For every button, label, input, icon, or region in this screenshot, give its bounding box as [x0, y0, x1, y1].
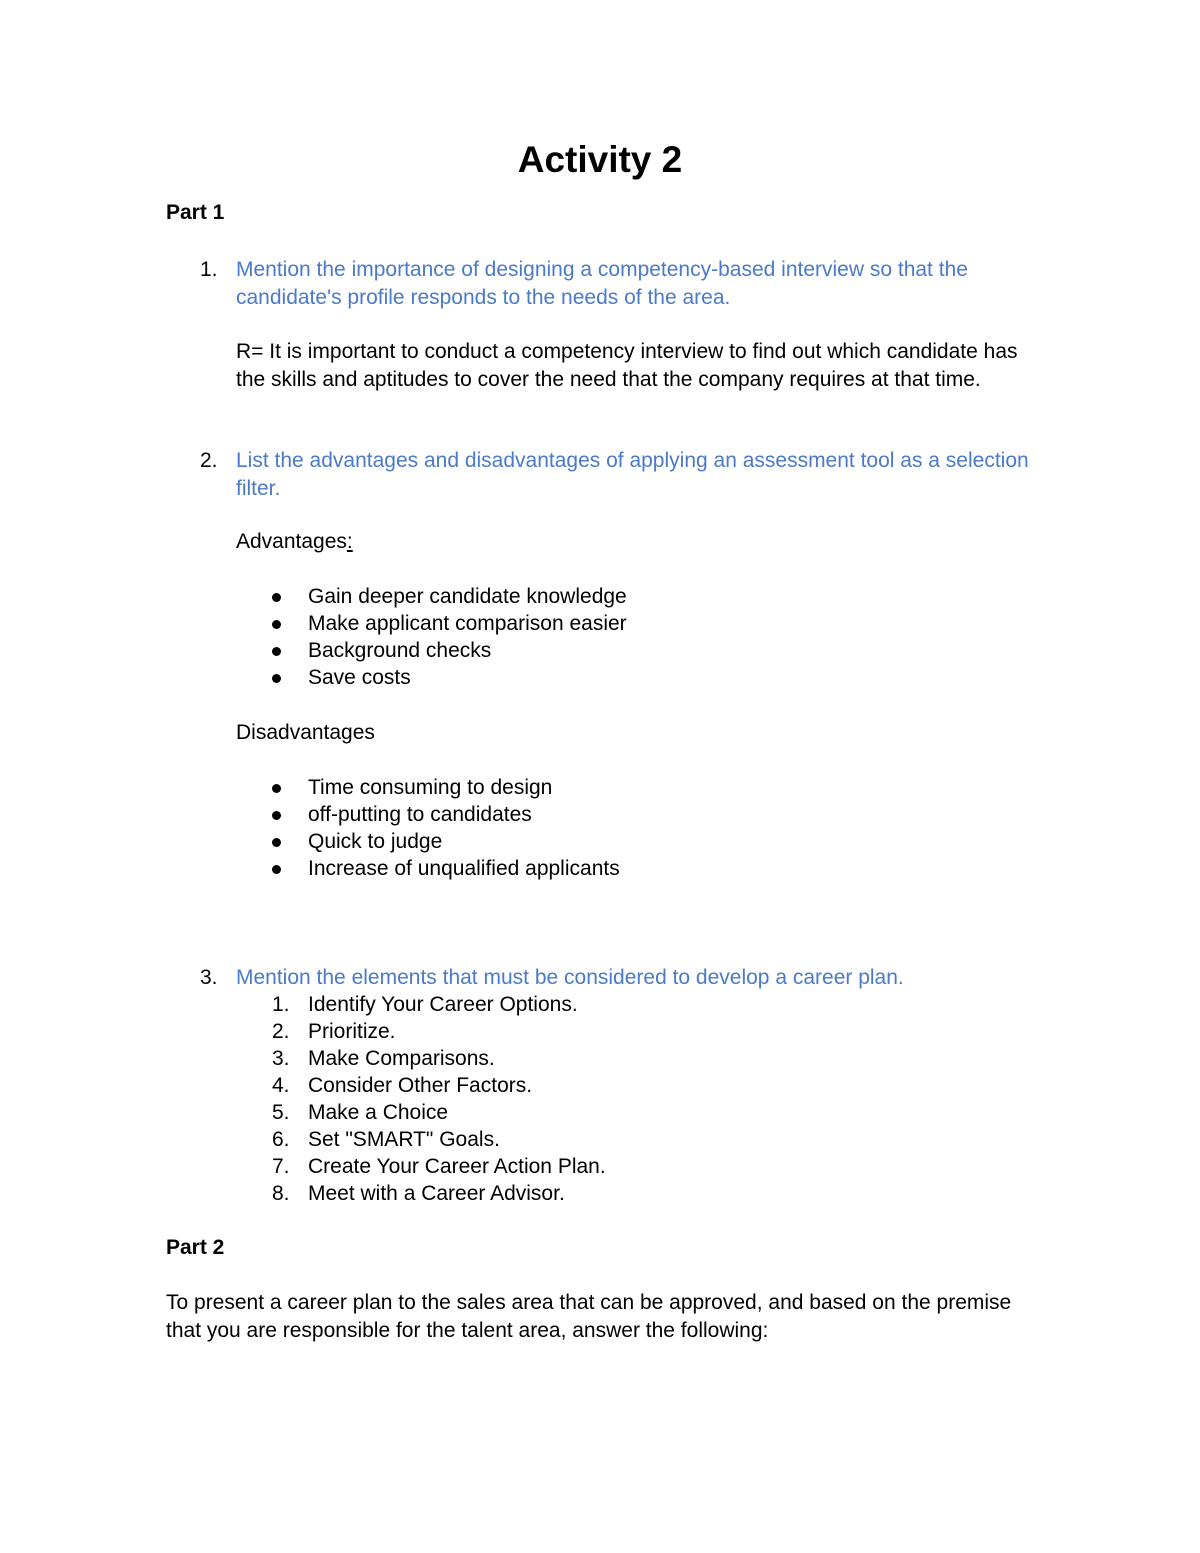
career-step: [236, 1018, 936, 1045]
step-text: Consider Other Factors.: [308, 1074, 533, 1097]
career-step: [236, 991, 936, 1018]
step-number: 1.: [272, 993, 290, 1016]
step-number: 7.: [272, 1155, 290, 1178]
step-text: Make Comparisons.: [308, 1047, 495, 1070]
step-text: Meet with a Career Advisor.: [308, 1182, 565, 1205]
bullet-icon: [272, 784, 281, 793]
career-step: [236, 1099, 936, 1126]
career-step: [236, 1072, 936, 1099]
part-1-heading: Part 1: [166, 201, 225, 224]
career-step: [236, 1180, 936, 1207]
step-text: Set "SMART" Goals.: [308, 1128, 500, 1151]
advantage-text: Save costs: [308, 666, 411, 689]
step-text: Identify Your Career Options.: [308, 993, 578, 1016]
disadvantage-text: Increase of unqualified applicants: [308, 857, 620, 880]
step-number: 3.: [272, 1047, 290, 1070]
part-2-heading: Part 2: [166, 1236, 225, 1259]
document-title: Activity 2: [517, 139, 683, 180]
disadvantage-text: off-putting to candidates: [308, 803, 532, 826]
disadvantage-item: [236, 828, 936, 855]
advantages-label-text: Advantages: [236, 530, 347, 553]
advantage-text: Background checks: [308, 639, 492, 662]
question-2-number: 2.: [200, 449, 218, 472]
advantages-label-colon: :: [346, 530, 353, 553]
step-text: Make a Choice: [308, 1101, 449, 1124]
career-step: [236, 1126, 936, 1153]
step-number: 2.: [272, 1020, 290, 1043]
bullet-icon: [272, 620, 281, 629]
step-text: Prioritize.: [308, 1020, 396, 1043]
bullet-icon: [272, 865, 281, 874]
disadvantage-item: [236, 801, 936, 828]
question-3-number: 3.: [200, 966, 218, 989]
career-step: [236, 1045, 936, 1072]
advantage-item: [236, 610, 936, 637]
advantage-text: Gain deeper candidate knowledge: [308, 585, 627, 608]
career-step: [236, 1153, 936, 1180]
question-1-answer: R= It is important to conduct a competency interview to find out which candidate has the skills and aptitudes to cover the need that the company requires at that time.: [236, 340, 1018, 391]
question-2-text: List the advantages and disadvantages of applying an assessment tool as a selection filter.: [236, 449, 1029, 500]
step-number: 5.: [272, 1101, 290, 1124]
career-plan-steps: [236, 991, 936, 1207]
advantage-item: [236, 583, 936, 610]
step-number: 6.: [272, 1128, 290, 1151]
bullet-icon: [272, 647, 281, 656]
disadvantage-item: [236, 774, 936, 801]
disadvantage-item: [236, 855, 936, 882]
advantages-list: [236, 583, 936, 691]
step-number: 4.: [272, 1074, 290, 1097]
disadvantages-label: Disadvantages: [236, 721, 375, 744]
bullet-icon: [272, 838, 281, 847]
question-3-text: Mention the elements that must be considered to develop a career plan.: [236, 966, 904, 989]
advantages-label: [236, 528, 353, 555]
step-text: Create Your Career Action Plan.: [308, 1155, 606, 1178]
part-2-intro-text: To present a career plan to the sales area that can be approved, and based on the premise that you are responsible for the talent area, answer the following:: [166, 1291, 1012, 1342]
bullet-icon: [272, 593, 281, 602]
disadvantages-list: [236, 774, 936, 882]
question-1-number: 1.: [200, 258, 218, 281]
step-number: 8.: [272, 1182, 290, 1205]
bullet-icon: [272, 811, 281, 820]
disadvantage-text: Time consuming to design: [308, 776, 553, 799]
question-1-text: Mention the importance of designing a competency-based interview so that the candidate's profile responds to the needs of the area.: [236, 258, 968, 309]
bullet-icon: [272, 674, 281, 683]
disadvantage-text: Quick to judge: [308, 830, 443, 853]
advantage-text: Make applicant comparison easier: [308, 612, 627, 635]
advantage-item: [236, 664, 936, 691]
advantage-item: [236, 637, 936, 664]
